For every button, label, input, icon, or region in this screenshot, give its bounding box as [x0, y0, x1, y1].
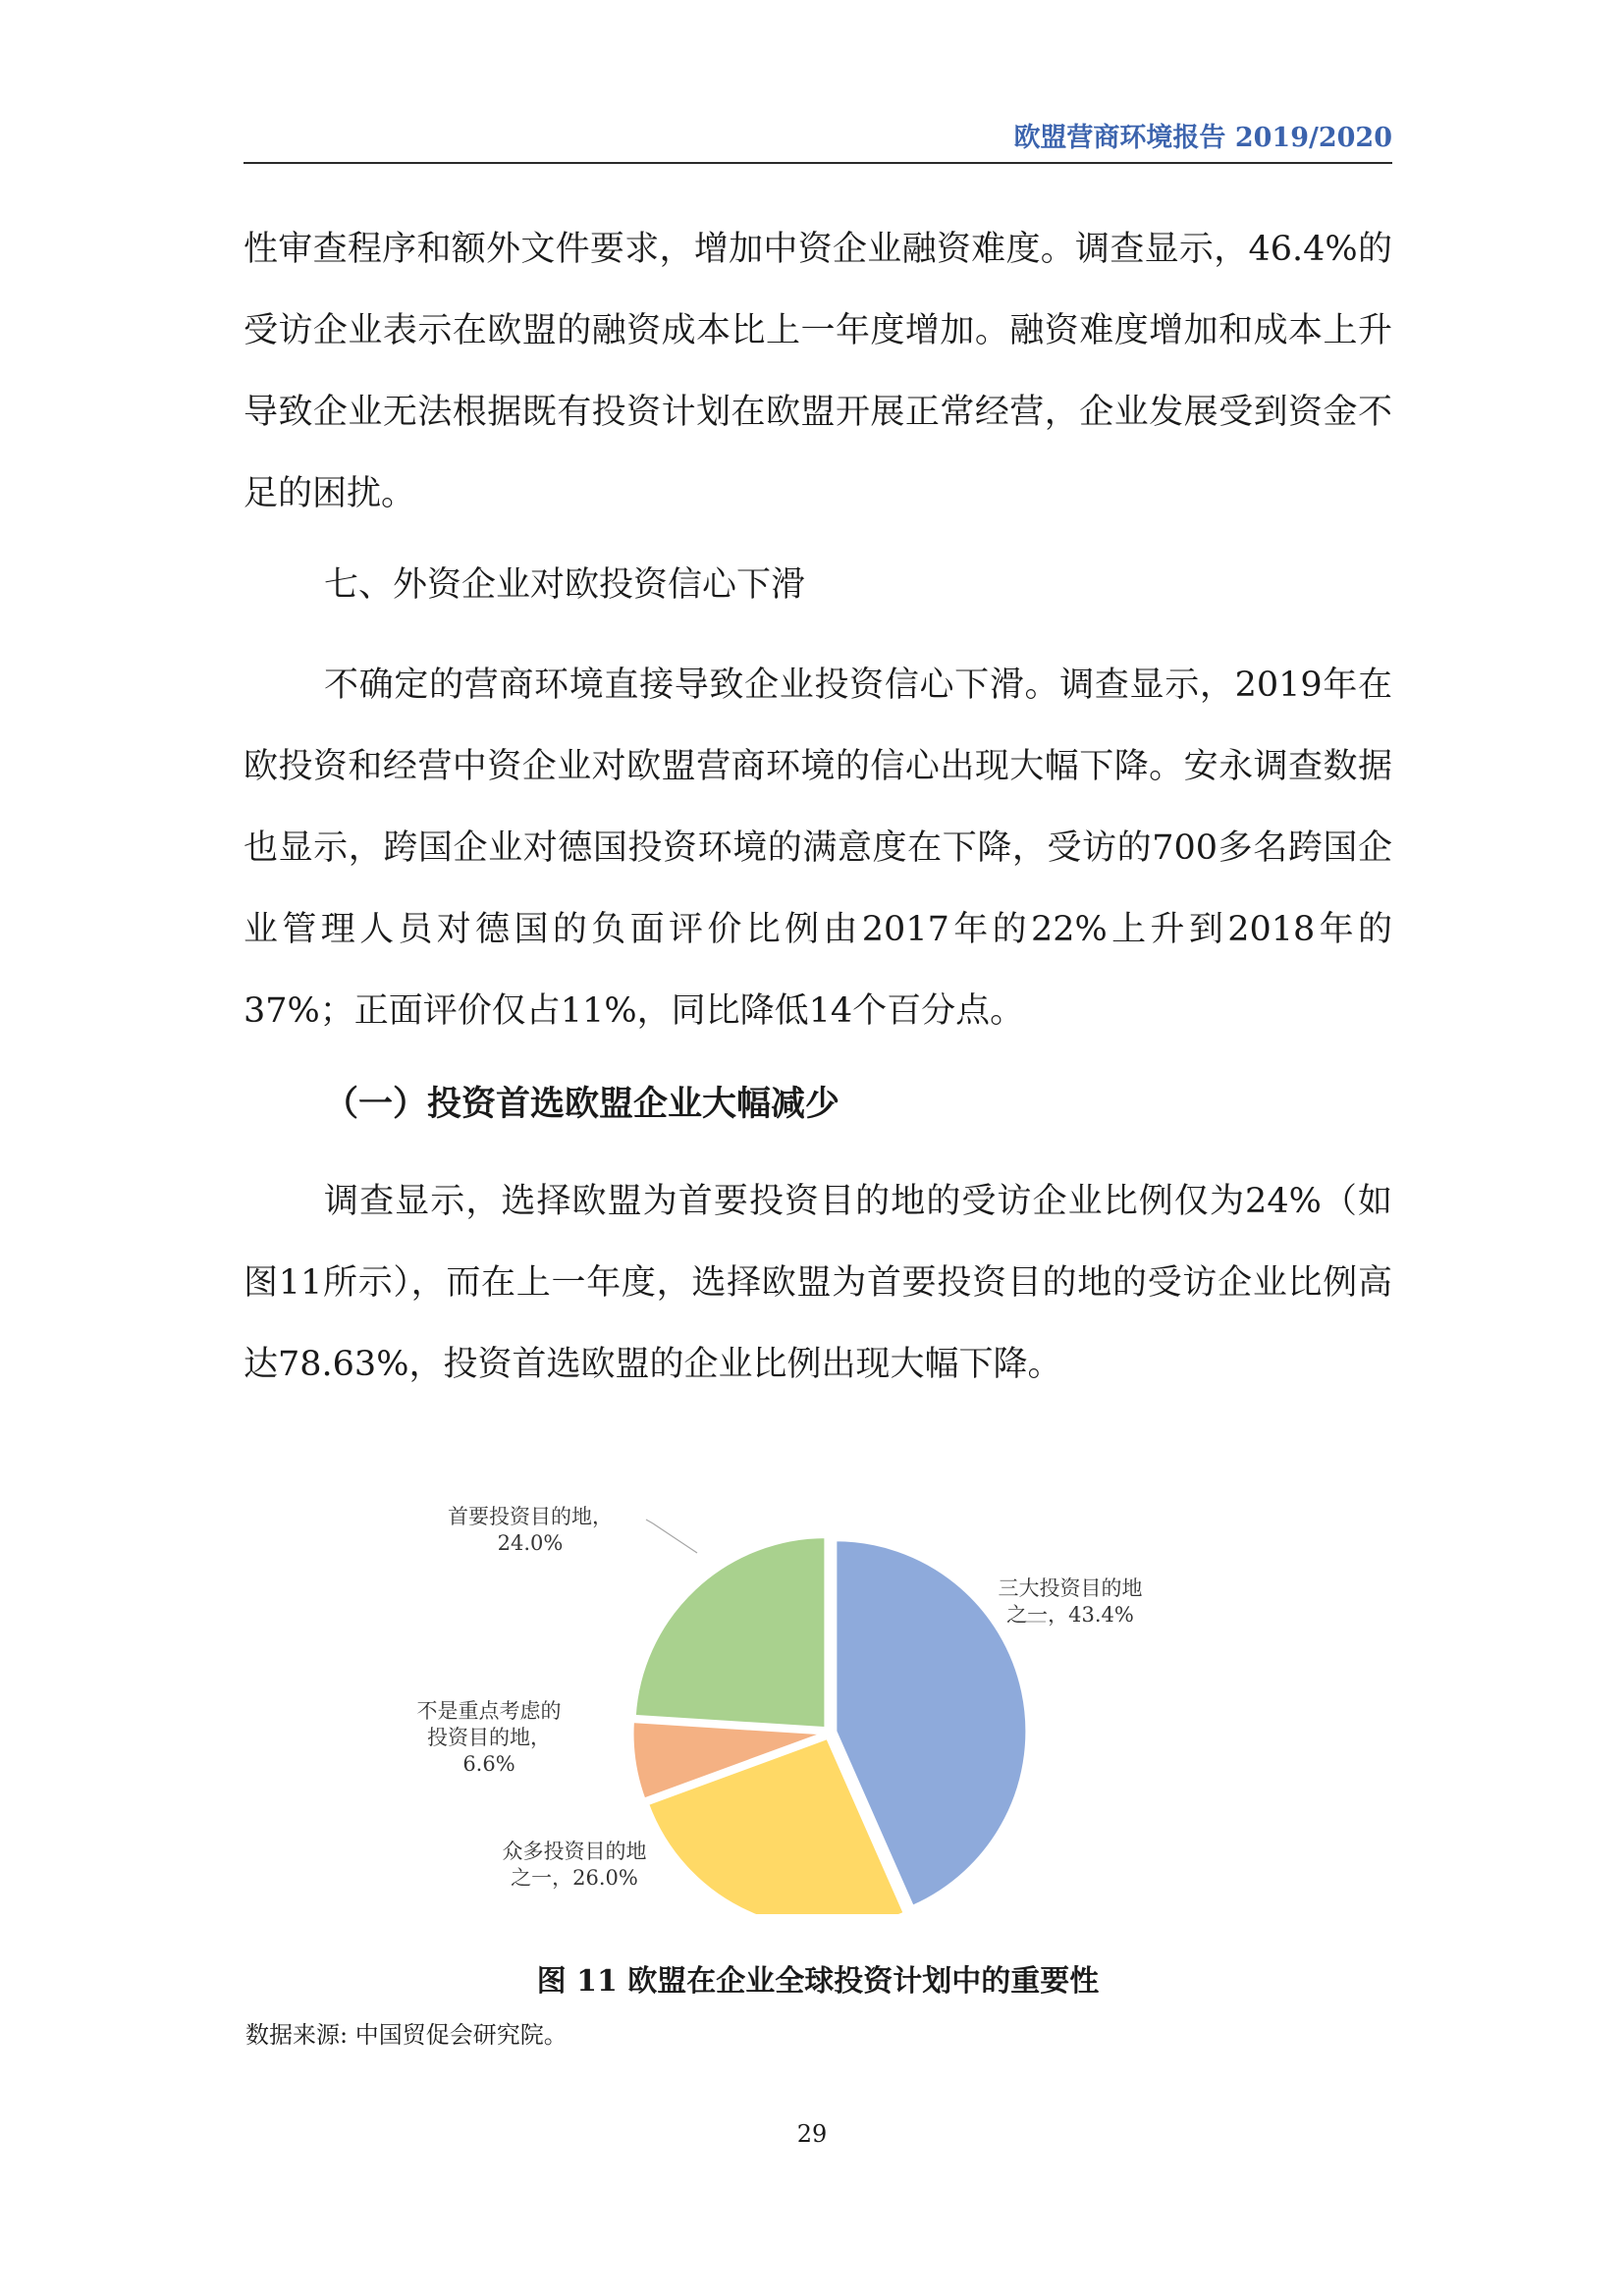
- pie-label-one-of-many: 众多投资目的地之一，26.0%: [502, 1840, 647, 1890]
- pie-slices: [632, 1537, 1027, 1914]
- report-header-title: 欧盟营商环境报告 2019/2020: [1013, 123, 1392, 153]
- figure-caption: 图 11 欧盟在企业全球投资计划中的重要性: [536, 1964, 1100, 1999]
- page-number: 29: [796, 2120, 828, 2148]
- subsection-heading-1: （一）投资首选欧盟企业大幅减少: [324, 1084, 840, 1124]
- section-heading-7: 七、外资企业对欧投资信心下滑: [324, 565, 806, 605]
- pie-slice-primary: [634, 1537, 826, 1729]
- header-divider: [244, 162, 1392, 164]
- pie-label-primary: 首要投资目的地， 24.0%: [448, 1505, 613, 1555]
- figure-source: 数据来源: 中国贸促会研究院。: [245, 2021, 568, 2049]
- pie-label-top-three: 三大投资目的地之一，43.4%: [998, 1576, 1143, 1627]
- paragraph-investment-confidence: 不确定的营商环境直接导致企业投资信心下滑。调查显示，2019年在欧投资和经营中资企业对欧盟营商环境的信心出现大幅下降。安永调查数据也显示，跨国企业对德国投资环境的满意度在下降，受访的700多名跨国企业管理人员对德国的负面评价比例由2017年的22%上升到2018年的37%；正面评价仅占11%，同比降低14个百分点。: [244, 666, 1392, 1031]
- paragraph-first-choice: 调查显示，选择欧盟为首要投资目的地的受访企业比例仅为24%（如图11所示），而在上一年度，选择欧盟为首要投资目的地的受访企业比例高达78.63%，投资首选欧盟的企业比例出现大幅下降。: [244, 1182, 1392, 1384]
- pie-label-not-key: 不是重点考虑的投资目的地， 6.6%: [416, 1699, 562, 1776]
- paragraph-financing: 性审查程序和额外文件要求，增加中资企业融资难度。调查显示，46.4%的受访企业表示在欧盟的融资成本比上一年度增加。融资难度增加和成本上升导致企业无法根据既有投资计划在欧盟开展正常经营，企业发展受到资金不足的困扰。: [244, 230, 1392, 513]
- leader-line: [646, 1520, 697, 1553]
- pie-chart: [412, 1472, 1296, 1914]
